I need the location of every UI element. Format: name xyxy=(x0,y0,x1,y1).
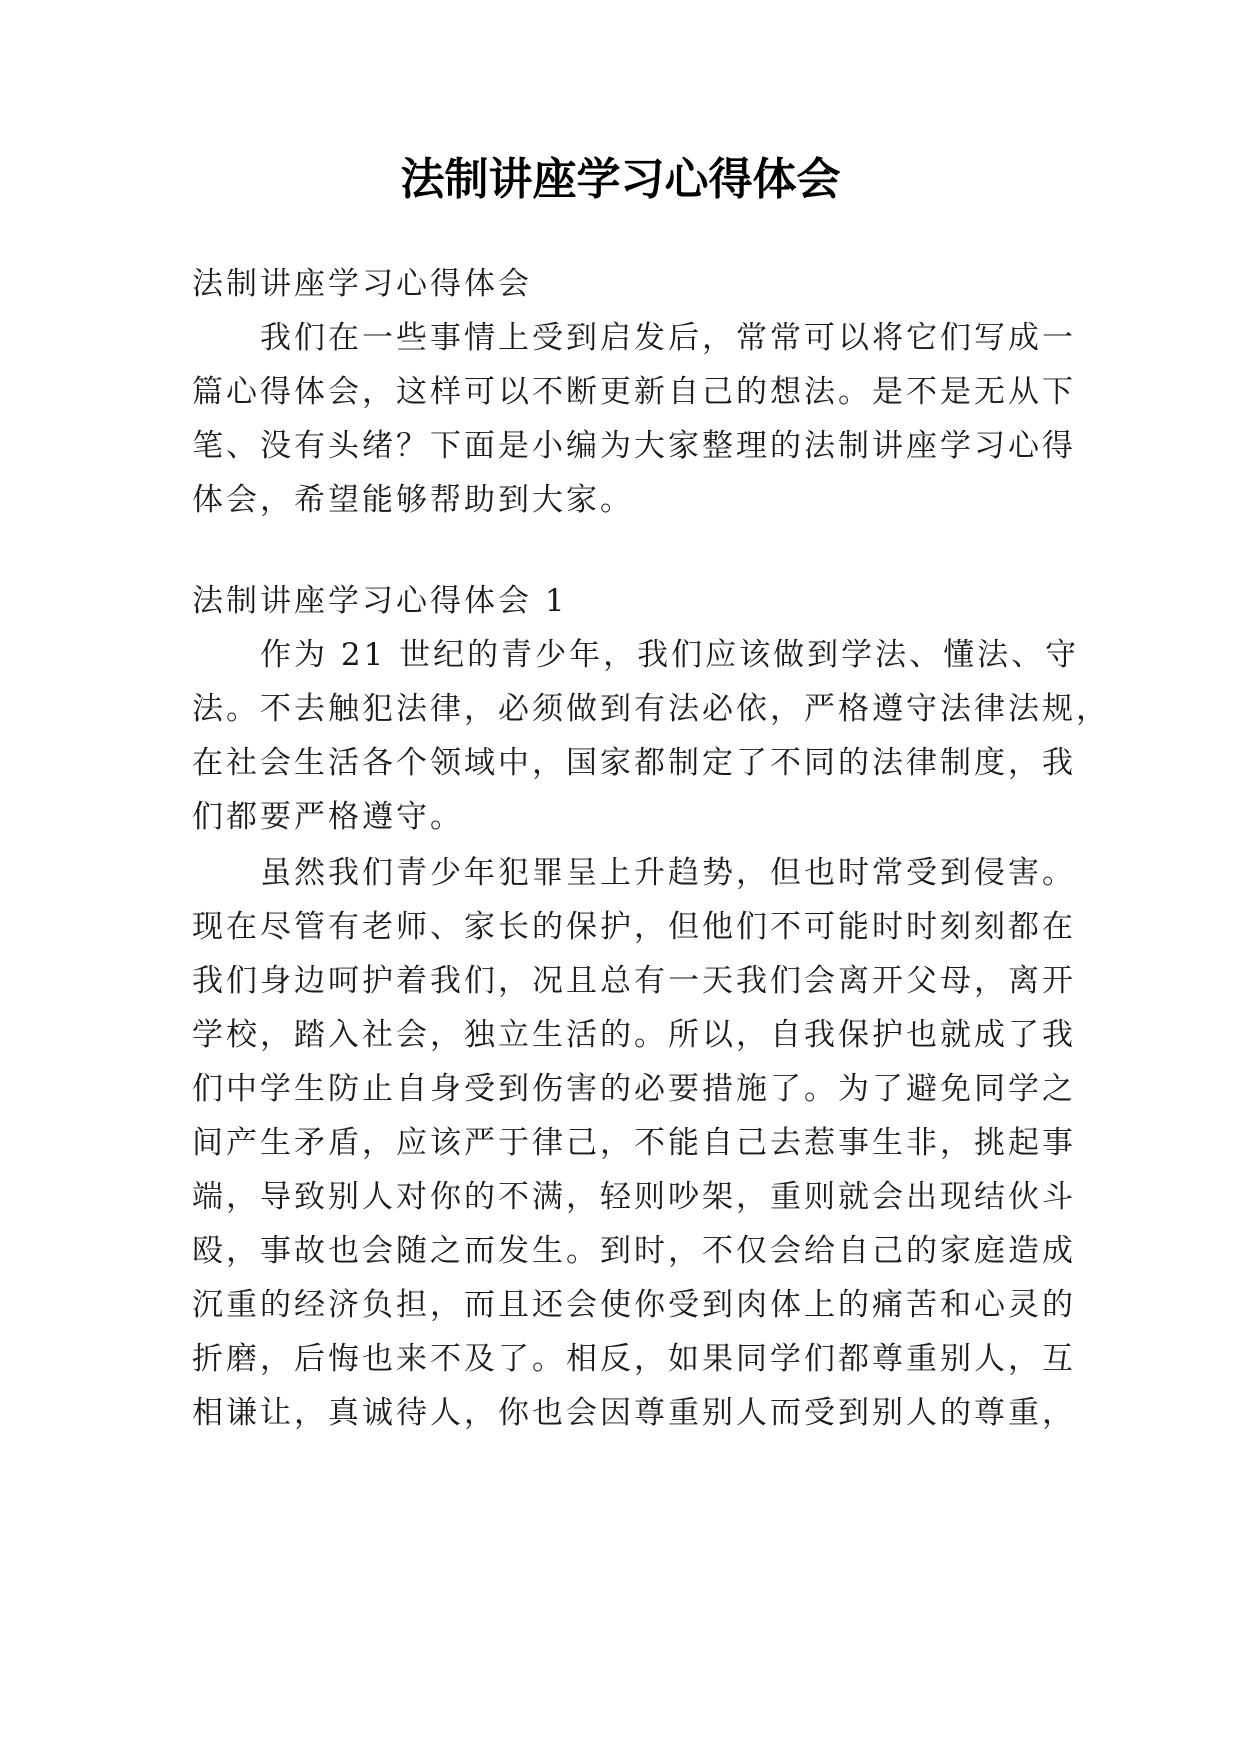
para2-line-3: 我们身边呵护着我们，况且总有一天我们会离开父母，离开 xyxy=(192,963,1076,999)
para2-line-11: 相谦让，真诚待人，你也会因尊重别人而受到别人的尊重， xyxy=(192,1395,1076,1431)
para1-line-3: 在社会生活各个领域中，国家都制定了不同的法律制度，我 xyxy=(192,745,1076,781)
subtitle-line: 法制讲座学习心得体会 xyxy=(192,266,532,302)
para2-line-1: 虽然我们青少年犯罪呈上升趋势，但也时常受到侵害。 xyxy=(260,855,1076,891)
intro-line-3: 笔、没有头绪？下面是小编为大家整理的法制讲座学习心得 xyxy=(192,428,1076,464)
para2-line-7: 端，导致别人对你的不满，轻则吵架，重则就会出现结伙斗 xyxy=(192,1179,1076,1215)
para2-line-5: 们中学生防止自身受到伤害的必要措施了。为了避免同学之 xyxy=(192,1071,1076,1107)
para1-line-2: 法。不去触犯法律，必须做到有法必依，严格遵守法律法规， xyxy=(192,691,1110,727)
para2-line-4: 学校，踏入社会，独立生活的。所以，自我保护也就成了我 xyxy=(192,1017,1076,1053)
para1-line-1: 作为 21 世纪的青少年，我们应该做到学法、懂法、守 xyxy=(260,637,1080,673)
para2-line-8: 殴，事故也会随之而发生。到时，不仅会给自己的家庭造成 xyxy=(192,1233,1076,1269)
para2-line-10: 折磨，后悔也来不及了。相反，如果同学们都尊重别人，互 xyxy=(192,1341,1076,1377)
document-title: 法制讲座学习心得体会 xyxy=(400,154,841,205)
para2-line-9: 沉重的经济负担，而且还会使你受到肉体上的痛苦和心灵的 xyxy=(192,1287,1076,1323)
intro-line-4: 体会，希望能够帮助到大家。 xyxy=(192,482,634,518)
intro-line-2: 篇心得体会，这样可以不断更新自己的想法。是不是无从下 xyxy=(192,374,1076,410)
para2-line-2: 现在尽管有老师、家长的保护，但他们不可能时时刻刻都在 xyxy=(192,909,1076,945)
para1-line-4: 们都要严格遵守。 xyxy=(192,799,464,835)
para2-line-6: 间产生矛盾，应该严于律己，不能自己去惹事生非，挑起事 xyxy=(192,1125,1076,1161)
intro-line-1: 我们在一些事情上受到启发后，常常可以将它们写成一 xyxy=(260,320,1076,356)
section-heading-1: 法制讲座学习心得体会 1 xyxy=(192,583,568,619)
